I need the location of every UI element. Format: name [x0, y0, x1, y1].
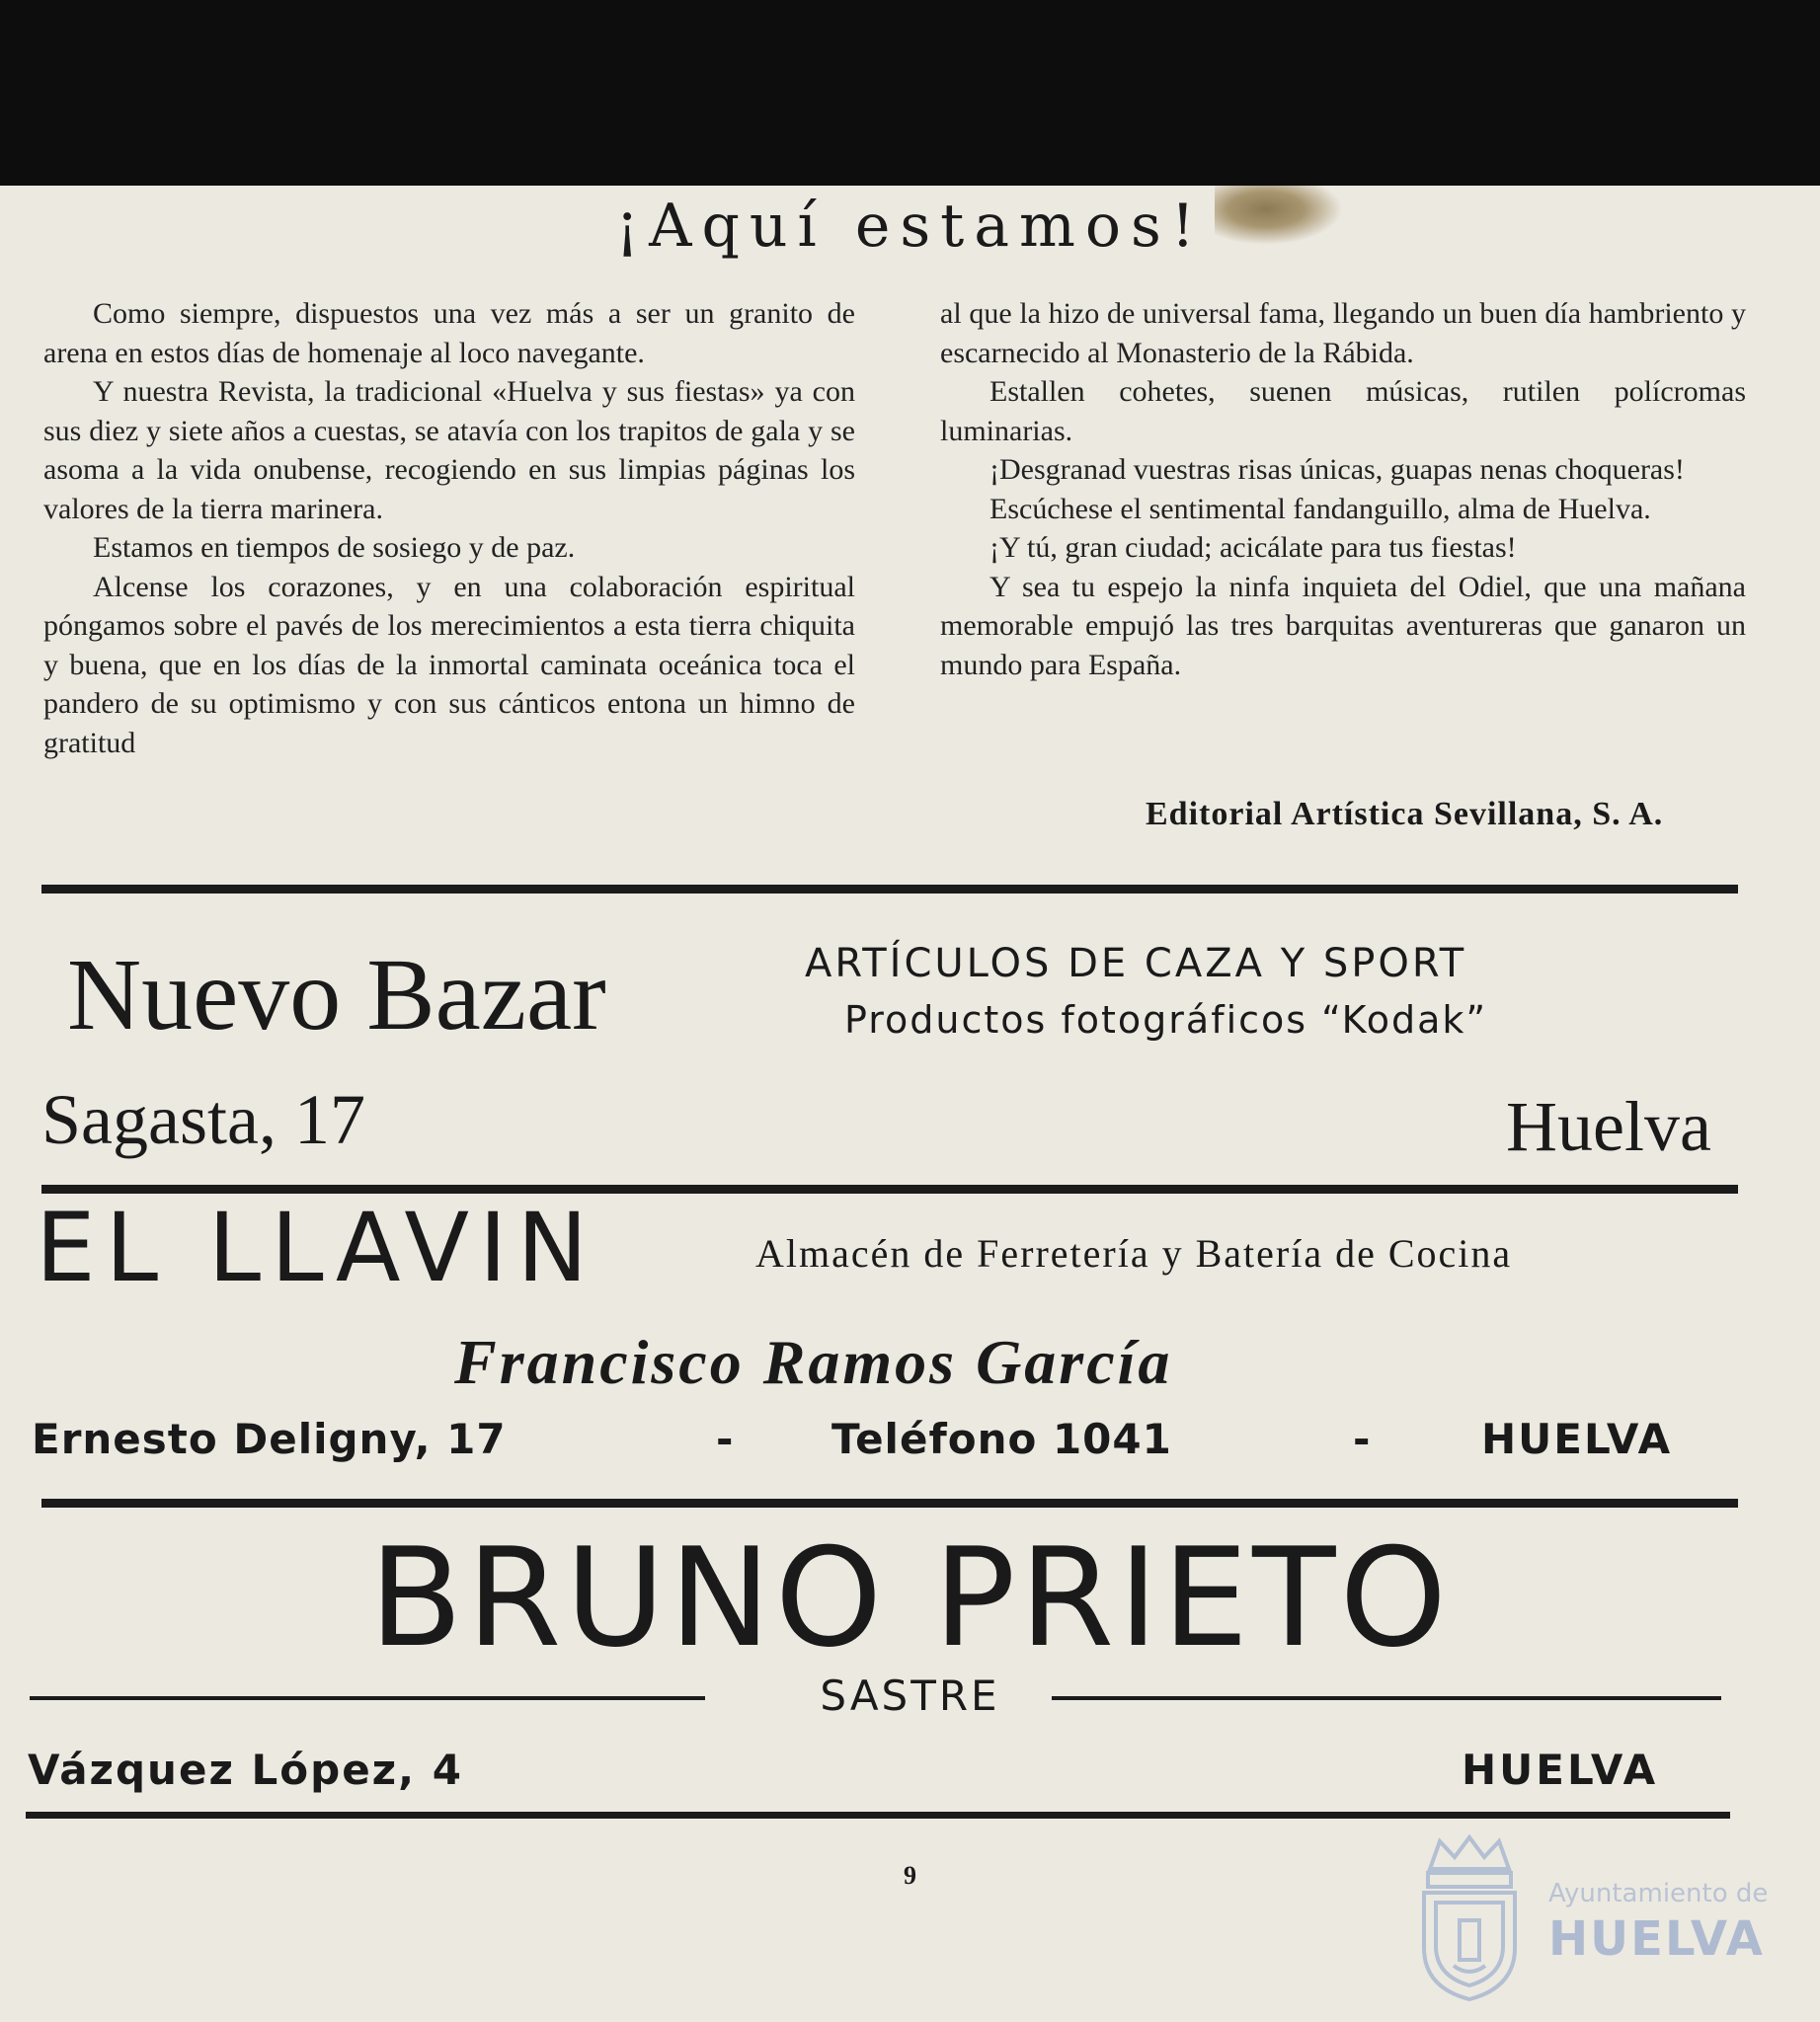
ad-el-llavin-address: Ernesto Deligny, 17: [32, 1415, 507, 1463]
paragraph: ¡Y tú, gran ciudad; acicálate para tus fiestas!: [989, 531, 1517, 564]
article-column-left: [43, 294, 855, 762]
paragraph: ¡Desgranad vuestras risas únicas, guapas nenas choqueras!: [989, 453, 1685, 486]
ad-el-llavin-name: EL LLAVIN: [36, 1193, 598, 1303]
document-page: [0, 186, 1820, 2022]
paragraph: Alcense los corazones, y en una colaboración espiritual póngamos sobre el pavés de los merecimientos a esta tierra chiquita y buena, que en los días de la inmortal caminata oceánica toca el pandero de su optimismo y con sus cánticos entona un himno de gratitud: [43, 570, 855, 759]
ad-bruno-prieto-city: HUELVA: [1462, 1746, 1659, 1794]
ad-nuevo-bazar-address: Sagasta, 17: [41, 1080, 365, 1159]
ad-el-llavin-owner: Francisco Ramos García: [454, 1327, 1173, 1397]
article-title: ¡Aquí estamos!: [615, 192, 1205, 261]
paragraph: Y nuestra Revista, la tradicional «Huelva y sus fiestas» ya con sus diez y siete años a cuestas, se atavía con los trapitos de gala y se asoma a la vida onubense, recogiendo en sus limpias páginas los valores de la tierra marinera.: [43, 375, 855, 525]
ad-nuevo-bazar-name: Nuevo Bazar: [67, 938, 606, 1051]
ad-bruno-prieto-line-right: [1052, 1696, 1721, 1700]
ad-bruno-prieto-name: BRUNO PRIETO: [368, 1518, 1452, 1677]
ad-nuevo-bazar-line1: ARTÍCULOS DE CAZA Y SPORT: [805, 941, 1467, 986]
ad-el-llavin-separator: -: [1353, 1415, 1371, 1463]
divider-rule: [26, 1812, 1730, 1819]
paragraph: Estallen cohetes, suenen músicas, rutilen polícromas luminarias.: [940, 375, 1746, 447]
ad-bruno-prieto-trade: SASTRE: [820, 1672, 1000, 1720]
ad-el-llavin-phone: Teléfono 1041: [831, 1415, 1172, 1463]
divider-rule: [41, 1499, 1738, 1508]
paragraph: Escúchese el sentimental fandanguillo, alma de Huelva.: [989, 492, 1651, 525]
paragraph: Como siempre, dispuestos una vez más a ser un granito de arena en estos días de homenaje al loco navegante.: [43, 297, 855, 369]
paragraph: Y sea tu espejo la ninfa inquieta del Odiel, que una mañana memorable empujó las tres barquitas aventureras que ganaron un mundo para España.: [940, 570, 1746, 681]
paragraph: Estamos en tiempos de sosiego y de paz.: [93, 531, 576, 564]
article-signature: Editorial Artística Sevillana, S. A.: [1146, 796, 1664, 832]
page-number: 9: [904, 1861, 916, 1890]
divider-rule: [41, 885, 1738, 894]
article-column-right: [940, 294, 1746, 684]
coat-of-arms-icon: [1410, 1829, 1529, 2007]
watermark-line1: Ayuntamiento de: [1548, 1879, 1769, 1908]
ad-el-llavin-separator: -: [716, 1415, 734, 1463]
ad-el-llavin-city: HUELVA: [1481, 1415, 1673, 1463]
ad-bruno-prieto-address: Vázquez López, 4: [28, 1746, 463, 1794]
ad-nuevo-bazar-line2: Productos fotográficos “Kodak”: [844, 998, 1488, 1042]
watermark-line2: HUELVA: [1548, 1911, 1765, 1967]
ad-el-llavin-description: Almacén de Ferretería y Batería de Cocina: [755, 1231, 1513, 1276]
paragraph: al que la hizo de universal fama, llegando un buen día hambriento y escarnecido al Monasterio de la Rábida.: [940, 297, 1746, 369]
ad-nuevo-bazar-city: Huelva: [1506, 1087, 1711, 1166]
